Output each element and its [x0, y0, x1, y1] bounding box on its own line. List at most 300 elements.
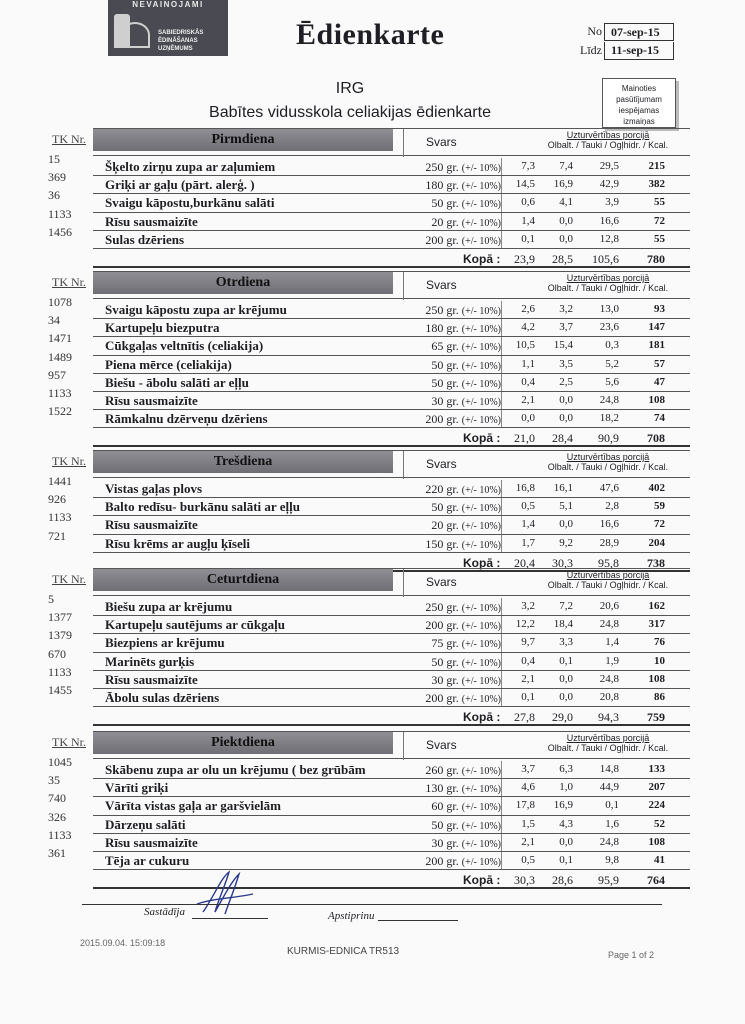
tk-list — [48, 590, 72, 699]
kcal-value: 76 — [654, 636, 665, 649]
total-protein: 27,8 — [514, 710, 535, 725]
weight-tolerance: (+/- 10%) — [461, 766, 501, 777]
dish-list — [93, 301, 690, 447]
dish-row — [93, 834, 690, 852]
protein-value: 1,5 — [521, 817, 535, 830]
dish-weight — [403, 636, 501, 651]
menu-subtitle: Babītes vidusskola celiakijas ēdienkarte — [209, 104, 491, 121]
total-protein: 30,3 — [514, 873, 535, 888]
fat-value: 3,5 — [559, 357, 573, 370]
weight-value: 200 gr. — [425, 232, 459, 247]
dish-list — [93, 480, 690, 572]
dish-name: Biešu zupa ar krējumu — [105, 599, 233, 614]
dish-weight — [403, 763, 501, 778]
kcal-value: 93 — [654, 303, 665, 315]
dish-name: Balto redīsu- burkānu salāti ar eļļu — [105, 499, 300, 515]
weight-tolerance: (+/- 10%) — [461, 306, 501, 317]
dish-weight — [403, 799, 501, 814]
lidz-label: Līdz — [580, 43, 602, 57]
dish-row — [93, 374, 690, 392]
day-total-row — [93, 870, 690, 889]
dish-name: Vārīti griķi — [105, 780, 169, 796]
weight-value: 150 gr. — [425, 536, 459, 551]
tk-number: 34 — [48, 313, 60, 328]
weight-tolerance: (+/- 10%) — [461, 163, 501, 174]
column-divider — [403, 732, 404, 760]
tk-header: TK Nr. — [52, 132, 86, 146]
tk-number: 1489 — [48, 349, 72, 364]
tk-list — [48, 753, 72, 862]
nutrition-header — [533, 130, 683, 150]
logo-line: ĒDINĀŠANAS — [158, 38, 198, 44]
kcal-value: 72 — [654, 518, 665, 531]
weight-header: Svars — [426, 738, 457, 752]
dish-weight — [403, 518, 501, 533]
nutrition-title: Uzturvērtības porcijā — [566, 570, 650, 580]
protein-value: 9,7 — [521, 636, 535, 649]
day-name: Ceturtdiena — [93, 569, 393, 591]
dish-row — [93, 616, 690, 634]
protein-value: 0,1 — [521, 690, 535, 703]
day-header — [93, 128, 690, 156]
day-name: Pirmdiena — [93, 129, 393, 151]
dish-name: Tēja ar cukuru — [105, 852, 190, 868]
total-fat: 29,0 — [552, 710, 573, 725]
tk-header: TK Nr. — [52, 454, 86, 468]
dish-weight — [403, 196, 501, 211]
approved-label: Apstiprinu — [328, 910, 375, 922]
tk-number: 1441 — [48, 474, 72, 488]
dish-weight — [403, 600, 501, 615]
fat-value: 0,0 — [559, 518, 573, 531]
dish-row — [93, 213, 690, 231]
tk-number: 1133 — [48, 206, 72, 221]
dish-name: Griķi ar gaļu (pārt. alerģ. ) — [105, 177, 255, 193]
dish-list — [93, 158, 690, 268]
carbs-value: 16,6 — [599, 518, 619, 531]
weight-tolerance: (+/- 10%) — [461, 675, 501, 687]
tk-number: 361 — [48, 845, 66, 860]
nutrition-header — [533, 570, 683, 590]
tk-number: 15 — [48, 152, 60, 166]
page-title: Ēdienkarte — [296, 18, 445, 51]
column-divider — [403, 569, 404, 597]
weight-tolerance: (+/- 10%) — [461, 657, 501, 669]
tk-number: 1133 — [48, 510, 72, 525]
nutrition-columns: Olbalt. / Tauki / Ogļhidr. / Kcal. — [547, 462, 669, 472]
fat-value: 15,4 — [553, 339, 573, 352]
weight-value: 65 gr. — [431, 339, 459, 354]
carbs-value: 5,2 — [605, 357, 619, 370]
tk-number: 1078 — [48, 295, 72, 309]
total-kcal: 764 — [647, 873, 665, 888]
fat-value: 6,3 — [559, 763, 573, 775]
protein-value: 7,3 — [521, 160, 535, 172]
total-carbs: 95,9 — [598, 873, 619, 888]
dish-name: Sulas dzēriens — [105, 231, 185, 247]
kcal-value: 317 — [648, 618, 665, 631]
tk-number: 1471 — [48, 331, 72, 346]
total-kcal: 780 — [647, 251, 665, 266]
approved-line — [378, 920, 458, 921]
compiled-by-label: Sastādīja — [144, 906, 185, 918]
total-carbs: 94,3 — [598, 710, 619, 725]
weight-value: 260 gr. — [425, 763, 459, 777]
day-header — [93, 568, 690, 596]
dish-weight — [403, 691, 501, 706]
dish-row — [93, 852, 690, 870]
fat-value: 0,0 — [559, 672, 573, 685]
tk-number: 1455 — [48, 682, 72, 697]
carbs-value: 18,2 — [599, 412, 619, 425]
carbs-value: 1,4 — [605, 636, 619, 649]
dish-weight — [403, 854, 501, 869]
dish-weight — [403, 537, 501, 552]
protein-value: 14,5 — [515, 178, 535, 191]
dish-name: Marinēts gurķis — [105, 653, 195, 669]
weight-value: 250 gr. — [425, 600, 459, 614]
kcal-value: 133 — [648, 763, 665, 775]
tk-number: 1379 — [48, 628, 72, 643]
day-header — [93, 731, 690, 759]
day-total-row — [93, 249, 690, 268]
dish-row — [93, 816, 690, 834]
dish-name: Rīsu sausmaizīte — [105, 517, 198, 533]
dish-weight — [403, 321, 501, 336]
dish-row — [93, 634, 690, 652]
dish-row — [93, 176, 690, 194]
tk-number: 957 — [48, 367, 66, 382]
total-kcal: 738 — [647, 555, 665, 570]
weight-value: 75 gr. — [431, 636, 459, 651]
tk-number: 1456 — [48, 224, 72, 239]
weight-tolerance: (+/- 10%) — [461, 324, 501, 336]
fat-value: 0,0 — [559, 232, 573, 245]
weight-tolerance: (+/- 10%) — [461, 539, 501, 551]
dish-weight — [403, 160, 501, 175]
weight-value: 200 gr. — [425, 853, 459, 868]
no-label: No — [587, 24, 602, 38]
dish-weight — [403, 781, 501, 796]
weight-value: 250 gr. — [425, 303, 459, 317]
nutrition-title: Uzturvērtības porcijā — [566, 733, 650, 743]
weight-value: 60 gr. — [431, 799, 459, 814]
column-divider — [403, 451, 404, 479]
fat-value: 3,2 — [559, 303, 573, 315]
fat-value: 0,0 — [559, 214, 573, 227]
dish-name: Kartupeļu biezputra — [105, 320, 220, 336]
fat-value: 7,2 — [559, 600, 573, 612]
kcal-value: 207 — [648, 781, 665, 794]
day-header — [93, 271, 690, 299]
nutrition-title: Uzturvērtības porcijā — [566, 452, 650, 462]
dish-weight — [403, 673, 501, 688]
protein-value: 2,1 — [521, 835, 535, 848]
stamp-line: iespējamas — [618, 106, 660, 115]
fat-value: 9,2 — [559, 536, 573, 549]
tk-number: 1045 — [48, 755, 72, 769]
total-protein: 23,9 — [514, 251, 535, 266]
protein-value: 1,4 — [521, 214, 535, 227]
dish-weight — [403, 655, 501, 670]
dish-weight — [403, 818, 501, 833]
fat-value: 0,1 — [559, 654, 573, 667]
dish-name: Biešu - ābolu salāti ar eļļu — [105, 374, 249, 390]
fat-value: 5,1 — [559, 500, 573, 513]
kcal-value: 204 — [648, 536, 665, 549]
column-divider — [403, 129, 404, 157]
total-label: Kopā : — [463, 555, 501, 570]
nutrition-header — [533, 273, 683, 293]
fat-value: 16,1 — [553, 482, 573, 494]
fat-value: 3,7 — [559, 321, 573, 334]
dish-name: Vistas gaļas plovs — [105, 481, 203, 496]
logo-arch — [120, 22, 150, 48]
protein-value: 0,5 — [521, 500, 535, 513]
day-name: Piektdiena — [93, 732, 393, 754]
carbs-value: 42,9 — [599, 178, 619, 191]
day-total-row — [93, 428, 690, 447]
protein-value: 1,7 — [521, 536, 535, 549]
protein-value: 3,7 — [521, 763, 535, 775]
fat-value: 2,5 — [559, 375, 573, 388]
weight-value: 30 gr. — [431, 835, 459, 850]
dish-row — [93, 319, 690, 337]
kcal-value: 47 — [654, 375, 665, 388]
fat-value: 18,4 — [553, 618, 573, 631]
dish-weight — [403, 339, 501, 354]
nutrition-title: Uzturvērtības porcijā — [566, 273, 650, 283]
weight-value: 30 gr. — [431, 393, 459, 408]
carbs-value: 9,8 — [605, 853, 619, 866]
weight-tolerance: (+/- 10%) — [461, 485, 501, 496]
weight-tolerance: (+/- 10%) — [461, 603, 501, 614]
carbs-value: 24,8 — [599, 393, 619, 406]
dish-weight — [403, 412, 501, 427]
carbs-value: 24,8 — [599, 835, 619, 848]
dish-name: Rīsu sausmaizīte — [105, 671, 198, 687]
dish-row — [93, 653, 690, 671]
weight-value: 180 gr. — [425, 178, 459, 193]
day-total-row — [93, 707, 690, 726]
print-timestamp: 2015.09.04. 15:09:18 — [80, 938, 166, 948]
weight-tolerance: (+/- 10%) — [461, 503, 501, 515]
tk-list — [48, 150, 72, 241]
total-fat: 28,4 — [552, 431, 573, 446]
total-fat: 28,5 — [552, 251, 573, 266]
kcal-value: 215 — [648, 160, 665, 172]
total-label: Kopā : — [463, 251, 501, 266]
total-fat: 28,6 — [552, 873, 573, 888]
protein-value: 2,6 — [521, 303, 535, 315]
weight-value: 50 gr. — [431, 817, 459, 832]
weight-value: 180 gr. — [425, 321, 459, 336]
total-carbs: 95,8 — [598, 555, 619, 570]
carbs-value: 29,5 — [599, 160, 619, 172]
footer-divider — [82, 904, 662, 905]
dish-name: Rīsu sausmaizīte — [105, 213, 198, 229]
weight-tolerance: (+/- 10%) — [461, 342, 501, 354]
fat-value: 3,3 — [559, 636, 573, 649]
kcal-value: 108 — [648, 835, 665, 848]
day-name: Trešdiena — [93, 451, 393, 473]
nutrition-columns: Olbalt. / Tauki / Ogļhidr. / Kcal. — [547, 283, 669, 293]
fat-value: 0,0 — [559, 690, 573, 703]
dish-row — [93, 761, 690, 779]
kcal-value: 41 — [654, 853, 665, 866]
kcal-value: 382 — [648, 178, 665, 191]
dish-name: Šķelto zirņu zupa ar zaļumiem — [105, 159, 276, 174]
weight-value: 50 gr. — [431, 196, 459, 211]
carbs-value: 0,1 — [605, 799, 619, 812]
dish-row — [93, 535, 690, 553]
day-name: Otrdiena — [93, 272, 393, 294]
total-carbs: 90,9 — [598, 431, 619, 446]
weight-tolerance: (+/- 10%) — [461, 235, 501, 247]
weight-tolerance: (+/- 10%) — [461, 378, 501, 390]
carbs-value: 20,6 — [599, 600, 619, 612]
total-protein: 21,0 — [514, 431, 535, 446]
weight-tolerance: (+/- 10%) — [461, 360, 501, 372]
tk-number: 740 — [48, 791, 66, 806]
protein-value: 2,1 — [521, 672, 535, 685]
weight-value: 50 gr. — [431, 357, 459, 372]
stamp-line: Mainoties — [621, 84, 657, 93]
weight-tolerance: (+/- 10%) — [461, 396, 501, 408]
kcal-value: 57 — [654, 357, 665, 370]
weight-value: 20 gr. — [431, 214, 459, 229]
dish-name: Dārzeņu salāti — [105, 816, 186, 832]
dish-row — [93, 689, 690, 707]
kcal-value: 10 — [654, 654, 665, 667]
dish-weight — [403, 482, 501, 497]
kcal-value: 108 — [648, 672, 665, 685]
dish-row — [93, 337, 690, 355]
weight-tolerance: (+/- 10%) — [461, 199, 501, 211]
stamp-line: pasūtījumam — [616, 95, 662, 104]
protein-value: 1,4 — [521, 518, 535, 531]
fat-value: 0,1 — [559, 853, 573, 866]
dish-row — [93, 158, 690, 176]
kcal-value: 181 — [648, 339, 665, 352]
tk-number: 1133 — [48, 385, 72, 400]
protein-value: 3,2 — [521, 600, 535, 612]
compiled-by-line — [192, 918, 268, 919]
kcal-value: 55 — [654, 196, 665, 209]
dish-weight — [403, 358, 501, 373]
no-value: 07-sep-15 — [604, 23, 674, 41]
dish-weight — [403, 394, 501, 409]
nutrition-columns: Olbalt. / Tauki / Ogļhidr. / Kcal. — [547, 140, 669, 150]
tk-list — [48, 293, 72, 420]
dish-row — [93, 410, 690, 428]
weight-header: Svars — [426, 575, 457, 589]
weight-value: 50 gr. — [431, 654, 459, 669]
kcal-value: 162 — [648, 600, 665, 612]
dish-name: Rīsu sausmaizīte — [105, 834, 198, 850]
nutrition-columns: Olbalt. / Tauki / Ogļhidr. / Kcal. — [547, 580, 669, 590]
carbs-value: 24,8 — [599, 618, 619, 631]
dish-name: Rīsu sausmaizīte — [105, 392, 198, 408]
tk-header: TK Nr. — [52, 275, 86, 289]
weight-value: 20 gr. — [431, 518, 459, 533]
dish-name: Skābenu zupa ar olu un krējumu ( bez grūbām — [105, 762, 366, 777]
weight-tolerance: (+/- 10%) — [461, 802, 501, 814]
weight-tolerance: (+/- 10%) — [461, 820, 501, 832]
dish-row — [93, 356, 690, 374]
weight-value: 30 gr. — [431, 672, 459, 687]
weight-tolerance: (+/- 10%) — [461, 838, 501, 850]
weight-value: 50 gr. — [431, 500, 459, 515]
kcal-value: 74 — [654, 412, 665, 425]
tk-number: 1377 — [48, 610, 72, 625]
dish-list — [93, 761, 690, 889]
protein-value: 0,0 — [521, 412, 535, 425]
kcal-value: 59 — [654, 500, 665, 513]
column-divider — [403, 272, 404, 300]
protein-value: 16,8 — [515, 482, 535, 494]
report-code: KURMIS-EDNICA TR513 — [287, 946, 400, 957]
protein-value: 0,6 — [521, 196, 535, 209]
protein-value: 17,8 — [515, 799, 535, 812]
company-logo — [108, 0, 228, 56]
protein-value: 0,4 — [521, 375, 535, 388]
fat-value: 16,9 — [553, 799, 573, 812]
tk-number: 1133 — [48, 664, 72, 679]
tk-number: 326 — [48, 809, 66, 824]
dish-row — [93, 671, 690, 689]
signature-icon — [195, 868, 255, 920]
protein-value: 2,1 — [521, 393, 535, 406]
carbs-value: 24,8 — [599, 672, 619, 685]
protein-value: 12,2 — [515, 618, 535, 631]
protein-value: 4,2 — [521, 321, 535, 334]
dish-weight — [403, 836, 501, 851]
tk-number: 5 — [48, 592, 54, 606]
dish-name: Piena mērce (celiakija) — [105, 356, 232, 372]
fat-value: 0,0 — [559, 393, 573, 406]
nutrition-header — [533, 733, 683, 753]
tk-number: 35 — [48, 773, 60, 788]
weight-header: Svars — [426, 457, 457, 471]
dish-name: Ābolu sulas dzēriens — [105, 689, 220, 705]
weight-tolerance: (+/- 10%) — [461, 693, 501, 705]
dish-row — [93, 498, 690, 516]
nutrition-columns: Olbalt. / Tauki / Ogļhidr. / Kcal. — [547, 743, 669, 753]
stamp-line: izmaiņas — [623, 117, 655, 126]
nutrition-header — [533, 452, 683, 472]
page-number: Page 1 of 2 — [608, 950, 655, 960]
carbs-value: 5,6 — [605, 375, 619, 388]
logo-line: SABIEDRISKĀS — [158, 30, 204, 36]
dish-weight — [403, 303, 501, 318]
carbs-value: 2,8 — [605, 500, 619, 513]
weight-value: 250 gr. — [425, 160, 459, 174]
protein-value: 4,6 — [521, 781, 535, 794]
dish-row — [93, 231, 690, 249]
protein-value: 0,5 — [521, 853, 535, 866]
protein-value: 0,1 — [521, 232, 535, 245]
weight-tolerance: (+/- 10%) — [461, 784, 501, 796]
total-carbs: 105,6 — [592, 251, 619, 266]
protein-value: 1,1 — [521, 357, 535, 370]
tk-header: TK Nr. — [52, 572, 86, 586]
tk-list — [48, 472, 72, 545]
carbs-value: 13,0 — [599, 303, 619, 315]
total-fat: 30,3 — [552, 555, 573, 570]
fat-value: 4,1 — [559, 196, 573, 209]
carbs-value: 14,8 — [599, 763, 619, 775]
